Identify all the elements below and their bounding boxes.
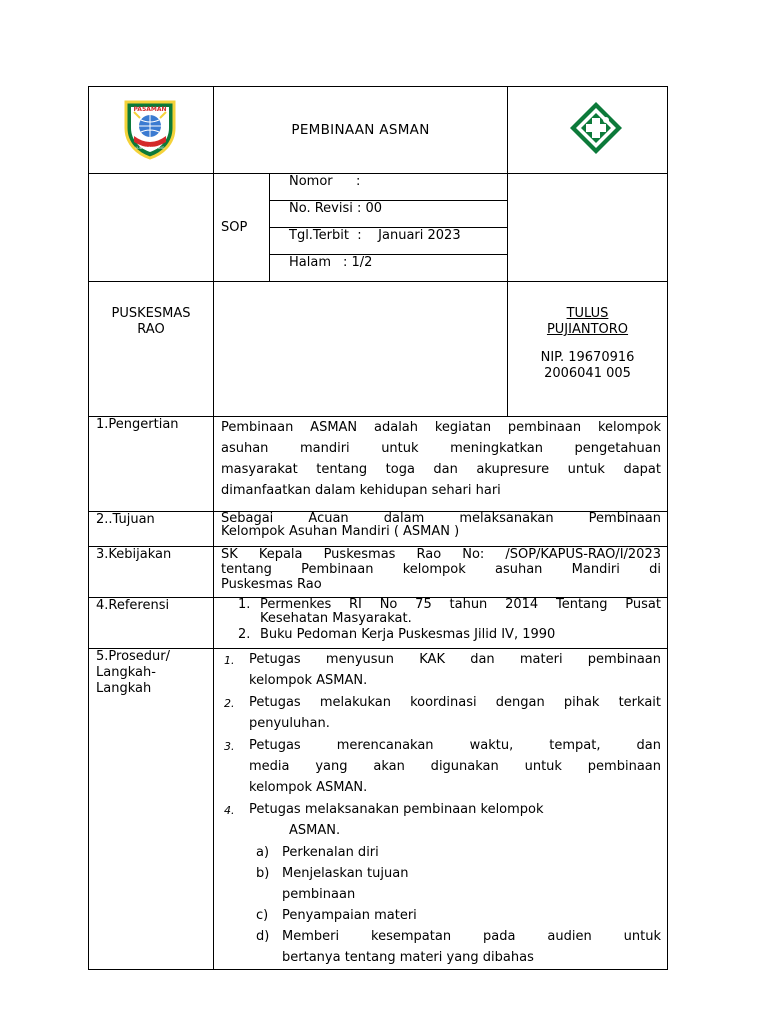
label-pengertian: 1.Pengertian bbox=[89, 417, 214, 512]
field-nomor: Nomor : bbox=[270, 174, 507, 201]
blank-cell-middle bbox=[214, 282, 508, 417]
procedure-substep: b) Menjelaskan tujuan pembinaan bbox=[256, 866, 409, 902]
content-prosedur bbox=[214, 649, 668, 970]
procedure-step: 3. Petugas merencanakan waktu, tempat, dan media yang akan digunakan untuk pembinaan kelompok ASMAN. bbox=[224, 738, 661, 795]
content-pengertian: Pembinaan ASMAN adalah kegiatan pembinaan kelompok asuhan mandiri untuk meningkatkan pengetahuan masyarakat tentang toga dan akupresure untuk dapat dimanfaatkan dalam kehidupan sehari hari bbox=[214, 417, 668, 512]
blank-cell-right bbox=[508, 174, 668, 282]
field-tgl-terbit: Tgl.Terbit : Januari 2023 bbox=[270, 228, 507, 255]
content-referensi bbox=[214, 598, 668, 649]
sop-fields-table bbox=[270, 174, 507, 281]
procedure-substep: a) Perkenalan diri bbox=[256, 845, 379, 860]
blank-cell-left bbox=[89, 174, 214, 282]
sop-fields bbox=[270, 174, 508, 282]
head-signature: TULUS PUJIANTORO NIP. 19670916 2006041 005 bbox=[508, 282, 668, 417]
procedure-substep: d) Memberi kesempatan pada audien untuk bertanya tentang materi yang dibahas bbox=[256, 929, 661, 965]
list-item: 1. Permenkes RI No 75 tahun 2014 Tentang Pusat Kesehatan Masyarakat. bbox=[238, 597, 661, 626]
procedure-step: 2. Petugas melakukan koordinasi dengan pihak terkait penyuluhan. bbox=[224, 695, 661, 731]
left-logo-cell bbox=[89, 87, 214, 174]
svg-text:PASAMAN: PASAMAN bbox=[133, 106, 167, 113]
svg-text:LUBUK SIKAPING: LUBUK SIKAPING bbox=[135, 146, 165, 150]
label-prosedur: 5.Prosedur/ Langkah- Langkah bbox=[89, 649, 214, 970]
procedure-substep: c) Penyampaian materi bbox=[256, 908, 417, 923]
content-tujuan: Sebagai Acuan dalam melaksanakan Pembinaan Kelompok Asuhan Mandiri ( ASMAN ) bbox=[214, 512, 668, 547]
procedure-step: 4. Petugas melaksanakan pembinaan kelompok ASMAN. bbox=[224, 802, 544, 838]
procedure-step: 1. Petugas menyusun KAK dan materi pembinaan kelompok ASMAN. bbox=[224, 652, 661, 688]
label-kebijakan: 3.Kebijakan bbox=[89, 547, 214, 598]
puskesmas-logo-icon bbox=[568, 100, 624, 156]
content-kebijakan: SK Kepala Puskesmas Rao No: /SOP/KAPUS-RAO/I/2023 tentang Pembinaan kelompok asuhan Mandiri di Puskesmas Rao bbox=[214, 547, 668, 598]
pasaman-emblem-icon bbox=[120, 98, 180, 160]
label-tujuan: 2..Tujuan bbox=[89, 512, 214, 547]
sop-table bbox=[88, 86, 668, 970]
field-no-revisi: No. Revisi : 00 bbox=[270, 201, 507, 228]
document-title: PEMBINAAN ASMAN bbox=[214, 87, 508, 174]
list-item: 2. Buku Pedoman Kerja Puskesmas Jilid IV, 1990 bbox=[238, 627, 556, 642]
right-logo-cell bbox=[508, 87, 668, 174]
org-name: PUSKESMAS RAO bbox=[89, 282, 214, 417]
field-halam: Halam : 1/2 bbox=[289, 255, 373, 270]
label-referensi: 4.Referensi bbox=[89, 598, 214, 649]
sop-label: SOP bbox=[214, 174, 270, 282]
